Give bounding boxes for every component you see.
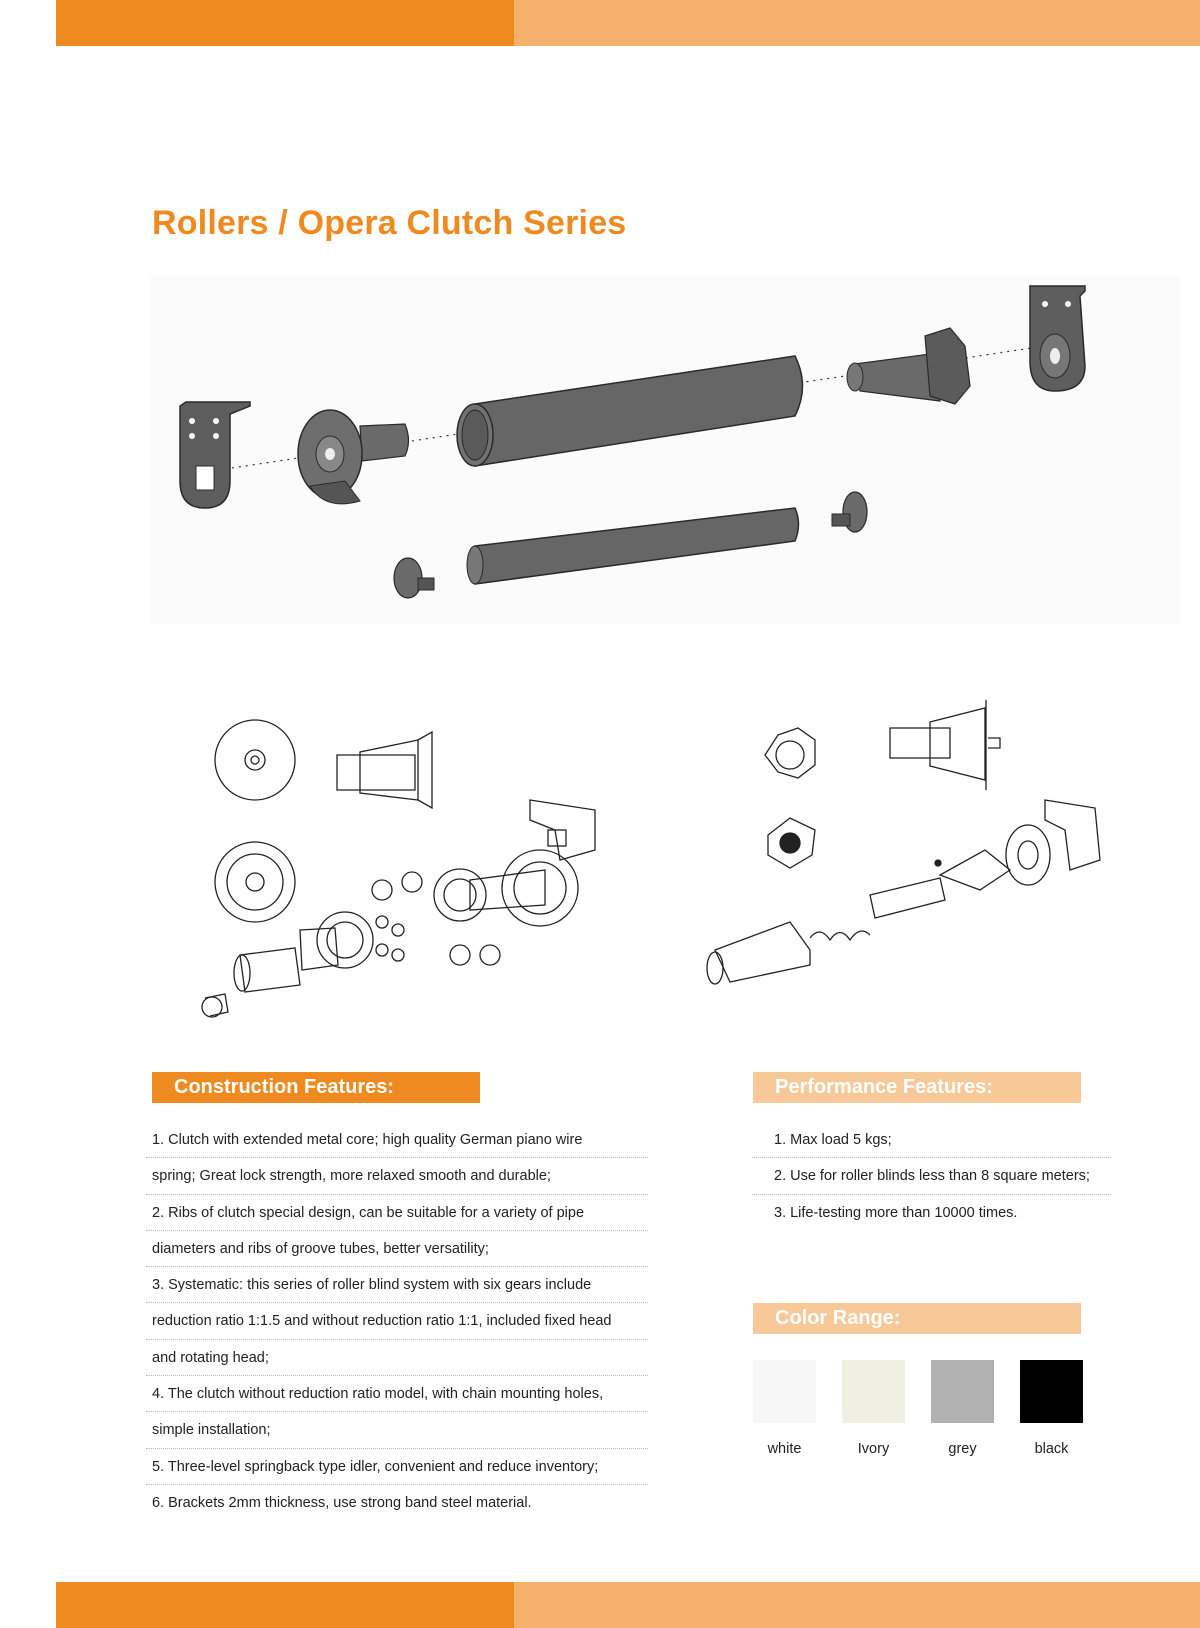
list-item: 6. Brackets 2mm thickness, use strong band steel material. [152,1494,532,1511]
idler-exploded-diagram [707,700,1100,984]
swatch-ivory [842,1360,905,1457]
construction-features-heading: Construction Features: [152,1072,480,1103]
bottom-banner [56,1582,1200,1628]
idler-end [847,328,970,404]
color-chip [753,1360,816,1423]
top-banner-orange [56,0,514,46]
list-item: 2. Ribs of clutch special design, can be suitable for a variety of pipe [146,1195,648,1231]
performance-features-list [752,1122,1111,1231]
page-title: Rollers / Opera Clutch Series [152,204,627,242]
color-chip [931,1360,994,1423]
swatch-black [1020,1360,1083,1457]
roller-assembly-illustration [150,276,1180,624]
swatch-label: black [1034,1441,1069,1457]
main-tube [457,356,803,466]
bottom-banner-light-orange [514,1582,1200,1628]
right-bracket [1030,286,1085,391]
bottom-banner-orange [56,1582,514,1628]
bottom-rail-right-cap [832,492,867,532]
top-banner-light-orange [514,0,1200,46]
list-item: simple installation; [146,1412,648,1448]
color-swatches [753,1360,1083,1457]
construction-features-list [146,1122,648,1521]
left-bracket [180,402,250,508]
list-item: 1. Max load 5 kgs; [752,1122,1111,1158]
swatch-white [753,1360,816,1457]
list-item: 1. Clutch with extended metal core; high quality German piano wire [146,1122,648,1158]
swatch-label: grey [948,1441,977,1457]
list-item: 3. Systematic: this series of roller blind system with six gears include [146,1267,648,1303]
list-item: reduction ratio 1:1.5 and without reduction ratio 1:1, included fixed head [146,1303,648,1339]
list-item: diameters and ribs of groove tubes, better versatility; [146,1231,648,1267]
color-chip [1020,1360,1083,1423]
clutch-exploded-diagram [202,720,595,1017]
list-item: 5. Three-level springback type idler, convenient and reduce inventory; [146,1449,648,1485]
top-banner [56,0,1200,46]
list-item: spring; Great lock strength, more relaxed smooth and durable; [146,1158,648,1194]
swatch-grey [931,1360,994,1457]
list-item: 4. The clutch without reduction ratio model, with chain mounting holes, [146,1376,648,1412]
bottom-rail-left-cap [394,558,434,598]
bottom-rail [467,508,799,584]
list-item: 3. Life-testing more than 10000 times. [774,1204,1018,1221]
list-item: and rotating head; [146,1340,648,1376]
performance-features-heading: Performance Features: [753,1072,1081,1103]
swatch-label: white [767,1441,802,1457]
exploded-component-diagrams [150,700,1150,1030]
clutch-unit [298,410,409,504]
list-item: 2. Use for roller blinds less than 8 square meters; [752,1158,1111,1194]
color-chip [842,1360,905,1423]
color-range-heading: Color Range: [753,1303,1081,1334]
swatch-label: Ivory [857,1441,890,1457]
